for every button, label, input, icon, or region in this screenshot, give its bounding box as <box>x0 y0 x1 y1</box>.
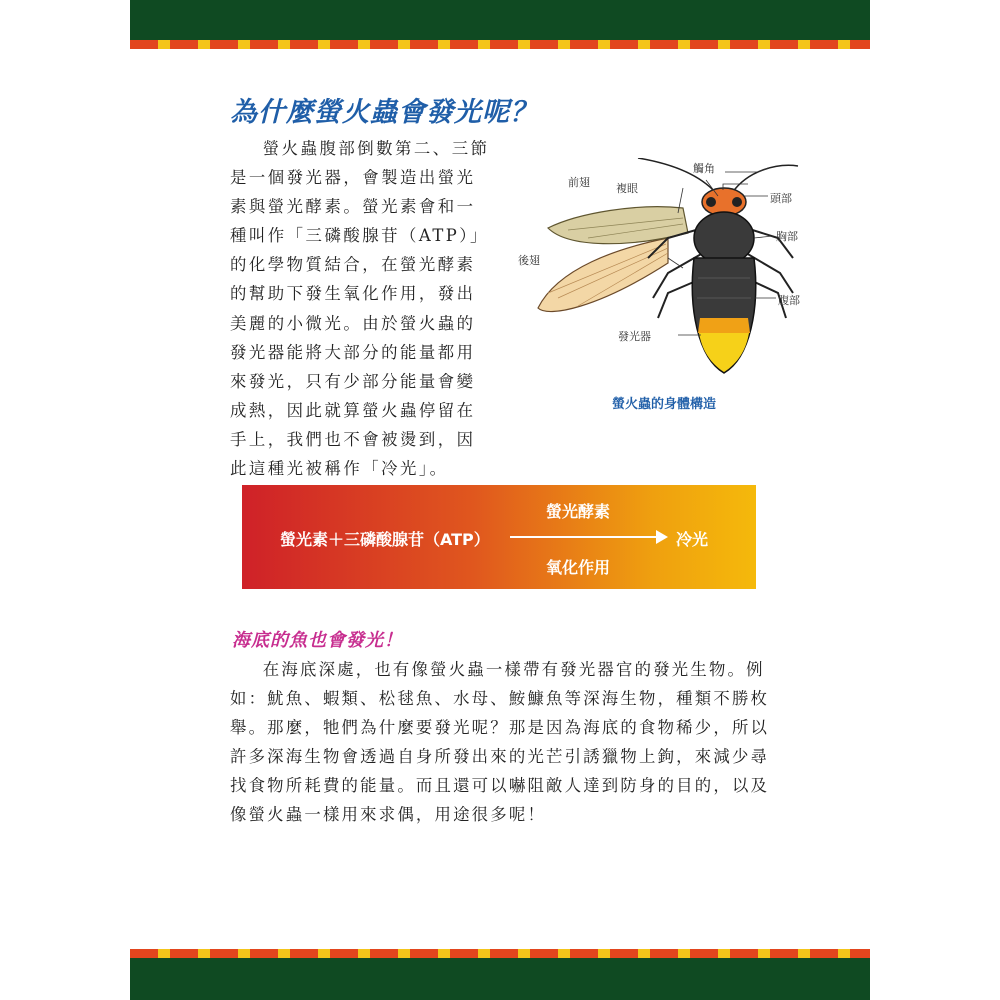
equation-reactants: 螢光素＋三磷酸腺苷（ATP） <box>280 530 490 549</box>
top-stripe <box>130 40 870 49</box>
book-page <box>130 0 870 1000</box>
label-forewing: 前翅 <box>568 176 590 189</box>
reaction-arrowhead-icon <box>656 530 668 544</box>
label-thorax: 胸部 <box>776 230 798 243</box>
intro-paragraph: 螢火蟲腹部倒數第二、三節是一個發光器，會製造出螢光素與螢光酵素。螢光素會和一種叫作「三磷酸腺苷（ATP）」的化學物質結合，在螢光酵素的幫助下發生氧化作用，發出美麗的小微光。由於螢火蟲的發光器能將大部分的能量都用來發光，只有少部分能量會變成熱，因此就算螢火蟲停留在手上，我們也不會被燙到，因此這種光被稱作「冷光」。 <box>230 139 490 479</box>
equation-process: 氧化作用 <box>546 558 611 577</box>
equation-catalyst: 螢光酵素 <box>546 502 611 521</box>
label-hindwing: 後翅 <box>518 254 540 267</box>
firefly-illustration <box>518 158 808 388</box>
figure-caption: 螢火蟲的身體構造 <box>612 397 717 412</box>
reaction-arrow <box>510 536 660 538</box>
label-light-organ: 發光器 <box>618 330 651 343</box>
firefly-diagram <box>518 158 808 388</box>
bottom-stripe <box>130 949 870 958</box>
section-subtitle: 海底的魚也會發光！ <box>232 630 403 651</box>
label-antenna: 觸角 <box>693 162 715 175</box>
bottom-green-band <box>130 958 870 1000</box>
deep-sea-paragraph: 在海底深處，也有像螢火蟲一樣帶有發光器官的發光生物。例如：魷魚、蝦類、松毬魚、水母、鮟鱇魚等深海生物，種類不勝枚舉。那麼，牠們為什麼要發光呢？那是因為海底的食物稀少，所以許多深海生物會透過自身所發出來的光芒引誘獵物上鉤，來減少尋找食物所耗費的能量。而且還可以嚇阻敵人達到防身的目的，以及像螢火蟲一樣用來求偶，用途很多呢！ <box>230 660 770 825</box>
top-green-band <box>130 0 870 40</box>
label-head: 頭部 <box>770 192 792 205</box>
equation-product: 冷光 <box>676 530 709 549</box>
reaction-equation-box <box>242 485 756 589</box>
label-compound-eye: 複眼 <box>616 182 638 195</box>
page-title: 為什麼螢火蟲會發光呢？ <box>230 97 538 128</box>
label-abdomen: 腹部 <box>778 294 800 307</box>
